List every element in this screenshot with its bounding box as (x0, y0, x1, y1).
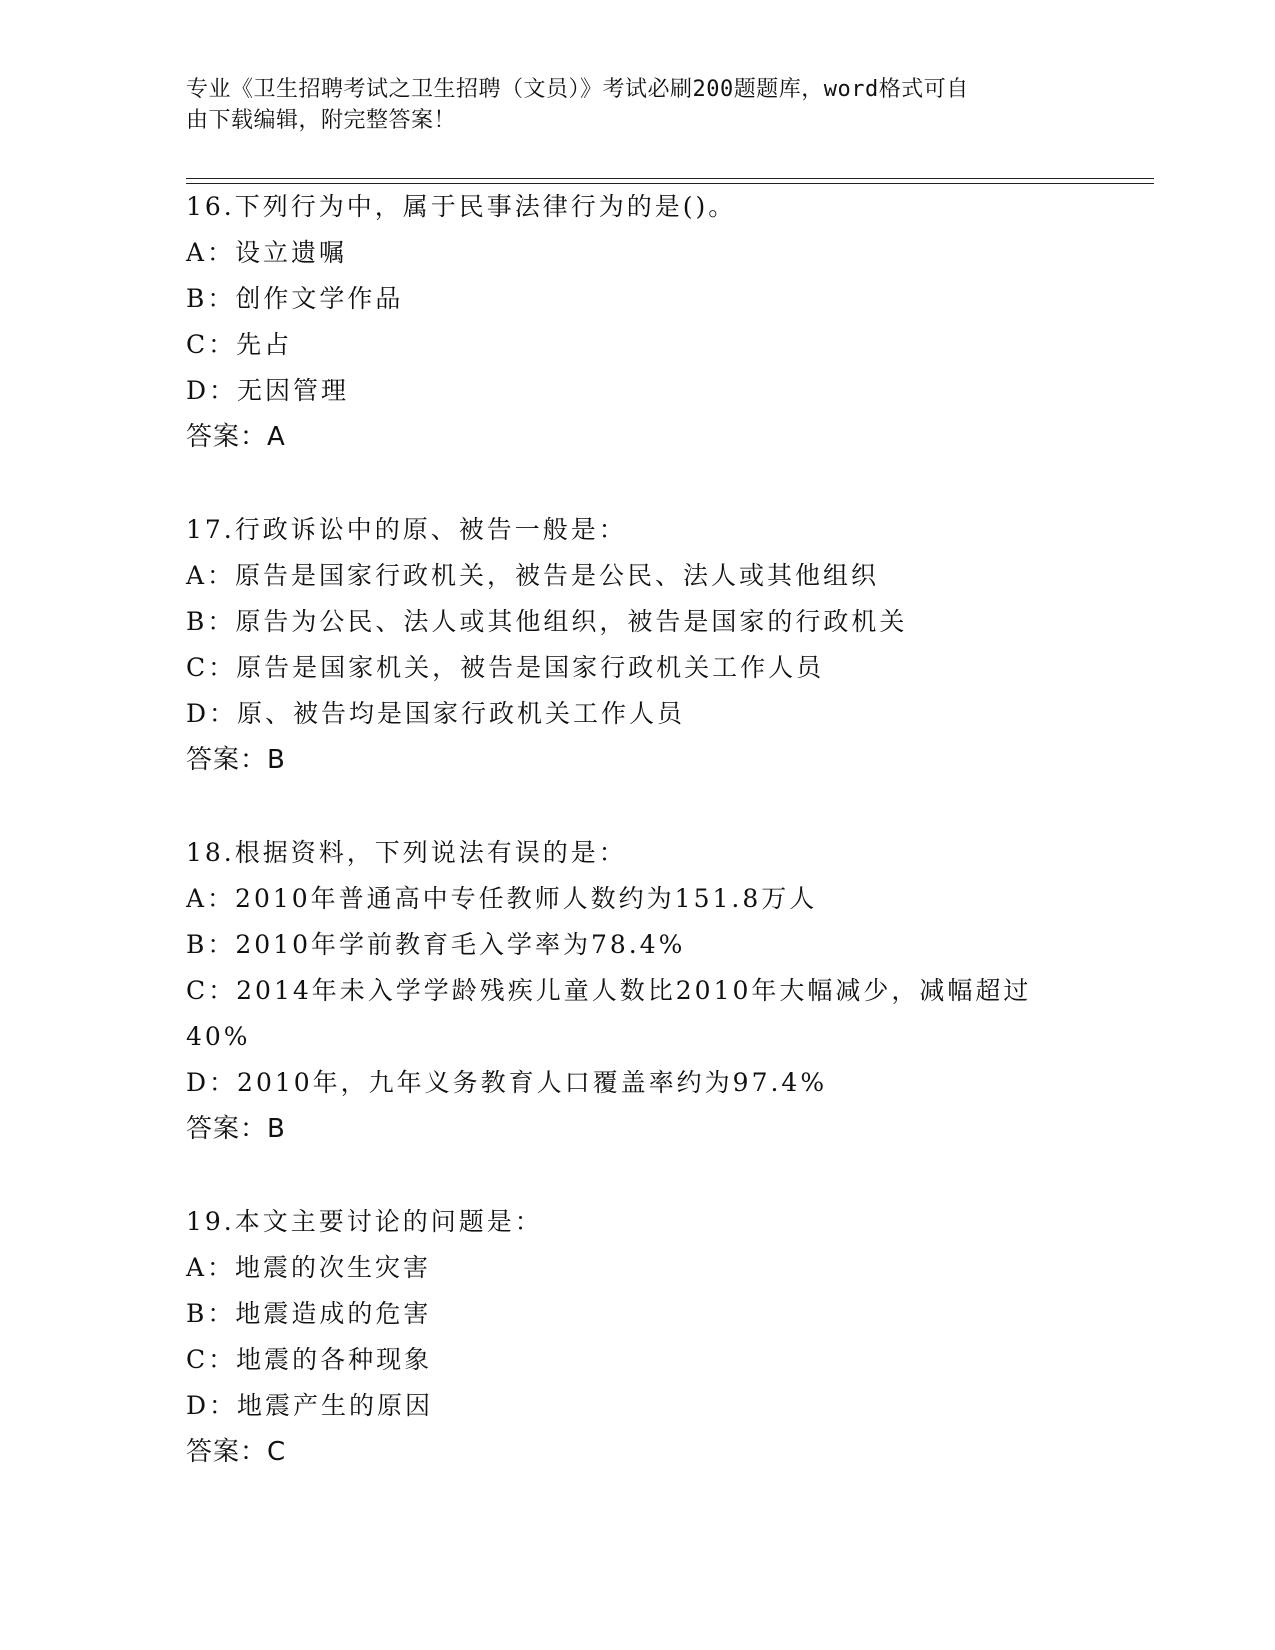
option-c-continued: 40% (186, 1022, 251, 1051)
option-b: B：地震造成的危害 (186, 1299, 432, 1328)
option-d: D：2010年，九年义务教育人口覆盖率约为97.4% (186, 1068, 828, 1097)
option-d: D：原、被告均是国家行政机关工作人员 (186, 699, 686, 728)
option-d: D：无因管理 (186, 376, 350, 405)
question-stem: 17.行政诉讼中的原、被告一般是： (186, 515, 627, 544)
option-d: D：地震产生的原因 (186, 1391, 434, 1420)
option-a: A：设立遗嘱 (186, 238, 348, 267)
question-19 (186, 1199, 1086, 1475)
question-stem: 19.本文主要讨论的问题是： (186, 1207, 543, 1236)
question-16 (186, 184, 1086, 460)
option-a: A：2010年普通高中专任教师人数约为151.8万人 (186, 884, 818, 913)
header-line-2: 由下载编辑，附完整答案！ (186, 108, 457, 133)
answer-label: 答案：B (186, 745, 286, 775)
answer-label: 答案：C (186, 1437, 287, 1467)
option-c: C：原告是国家机关，被告是国家行政机关工作人员 (186, 653, 825, 682)
answer-label: 答案：B (186, 1114, 286, 1144)
option-c: C：2014年未入学学龄残疾儿童人数比2010年大幅减少，减幅超过 (186, 976, 1032, 1005)
document-header (186, 74, 1066, 136)
answer-label: 答案：A (186, 422, 286, 452)
option-a: A：原告是国家行政机关，被告是公民、法人或其他组织 (186, 561, 880, 590)
option-b: B：2010年学前教育毛入学率为78.4% (186, 930, 686, 959)
question-stem: 18.根据资料，下列说法有误的是： (186, 838, 627, 867)
question-17 (186, 507, 1086, 783)
header-line-1: 专业《卫生招聘考试之卫生招聘（文员）》考试必刷200题题库，word格式可自 (186, 77, 969, 102)
option-c: C：地震的各种现象 (186, 1345, 433, 1374)
question-18 (186, 830, 1086, 1152)
option-b: B：创作文学作品 (186, 284, 404, 313)
header-divider-top (186, 178, 1154, 179)
option-a: A：地震的次生灾害 (186, 1253, 432, 1282)
option-b: B：原告为公民、法人或其他组织，被告是国家的行政机关 (186, 607, 908, 636)
option-c: C：先占 (186, 330, 293, 359)
question-stem: 16.下列行为中，属于民事法律行为的是()。 (186, 192, 737, 221)
